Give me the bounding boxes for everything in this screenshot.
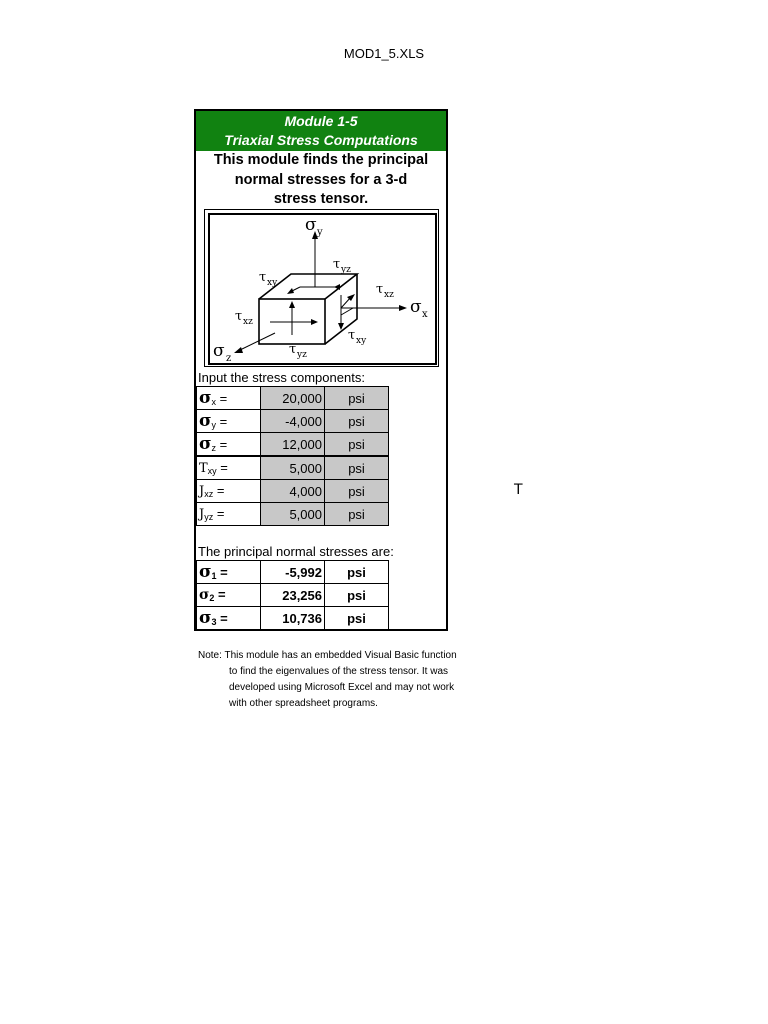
tau-yz-bottom-symbol: τ bbox=[289, 342, 297, 357]
tau-symbol: J bbox=[199, 484, 205, 499]
z-axis-arrow bbox=[238, 333, 275, 351]
input-row-sigma-x: $\sigma_x$ = 20,000 psi bbox=[197, 387, 389, 410]
unit-label: psi bbox=[325, 387, 389, 410]
sigma-symbol: σ bbox=[199, 587, 210, 603]
tau-xy-input[interactable]: 5,000 bbox=[261, 456, 325, 480]
unit-label: psi bbox=[325, 584, 389, 607]
note-line: Note: This module has an embedded Visual Basic function bbox=[198, 650, 457, 661]
sigma-3-value: 10,736 bbox=[261, 607, 325, 630]
tau-xy-right-symbol: τ bbox=[348, 328, 356, 343]
sigma-symbol: σ bbox=[199, 388, 212, 408]
svg-text:xz: xz bbox=[243, 317, 253, 327]
x-arrowhead bbox=[399, 305, 407, 311]
input-row-tau-xz: $J_{xz}$ = 4,000 psi bbox=[197, 480, 389, 503]
module-title: Triaxial Stress Computations bbox=[224, 132, 418, 148]
output-row-sigma-2: $\sigma_2$ = 23,256 psi bbox=[197, 584, 389, 607]
tau-yz-input[interactable]: 5,000 bbox=[261, 503, 325, 526]
tau-xy-top-symbol: τ bbox=[259, 270, 267, 285]
sigma-x-symbol: σ bbox=[410, 297, 422, 317]
tau-xz-input[interactable]: 4,000 bbox=[261, 480, 325, 503]
stray-tau-glyph: T bbox=[514, 482, 523, 498]
module-description bbox=[196, 151, 446, 210]
input-row-tau-xy: $T_{xy}$ = 5,000 psi bbox=[197, 456, 389, 480]
description-line: stress tensor. bbox=[273, 191, 369, 207]
stress-cube-figure bbox=[210, 215, 435, 363]
output-table bbox=[196, 560, 389, 630]
sigma-symbol: σ bbox=[199, 608, 212, 628]
input-prompt: Input the stress components: bbox=[198, 370, 365, 385]
module-number: Module 1-5 bbox=[284, 113, 358, 129]
note-line: developed using Microsoft Excel and may not work bbox=[229, 682, 455, 693]
unit-label: psi bbox=[325, 410, 389, 433]
unit-label: psi bbox=[325, 480, 389, 503]
output-prompt: The principal normal stresses are: bbox=[198, 544, 394, 559]
svg-text:yz: yz bbox=[297, 350, 307, 360]
svg-text:yz: yz bbox=[341, 265, 351, 275]
svg-text:z: z bbox=[226, 353, 232, 363]
description-line: This module finds the principal bbox=[213, 152, 429, 168]
sigma-y-symbol: σ bbox=[305, 215, 317, 235]
sigma-x-input[interactable]: 20,000 bbox=[261, 387, 325, 410]
z-arrowhead bbox=[234, 347, 243, 353]
stress-element-diagram bbox=[204, 209, 439, 367]
sigma-2-value: 23,256 bbox=[261, 584, 325, 607]
tau-xz-right-symbol: τ bbox=[376, 282, 384, 297]
unit-label: psi bbox=[325, 433, 389, 457]
svg-text:xz: xz bbox=[384, 290, 394, 300]
sigma-z-symbol: σ bbox=[213, 341, 225, 361]
unit-label: psi bbox=[325, 456, 389, 480]
note-line: to find the eigenvalues of the stress tensor. It was bbox=[229, 666, 449, 677]
input-row-sigma-z: $\sigma_z$ = 12,000 psi bbox=[197, 433, 389, 457]
file-title: MOD1_5.XLS bbox=[343, 46, 425, 61]
tau-symbol: T bbox=[199, 461, 208, 476]
sigma-1-value: -5,992 bbox=[261, 561, 325, 584]
module-sheet bbox=[194, 109, 448, 631]
sigma-z-input[interactable]: 12,000 bbox=[261, 433, 325, 457]
input-table bbox=[196, 386, 389, 526]
sigma-symbol: σ bbox=[199, 434, 212, 454]
sigma-symbol: σ bbox=[199, 411, 212, 431]
unit-label: psi bbox=[325, 503, 389, 526]
sigma-y-input[interactable]: -4,000 bbox=[261, 410, 325, 433]
description-line: normal stresses for a 3-d bbox=[234, 171, 408, 188]
tau-xz-left-symbol: τ bbox=[235, 309, 243, 324]
sigma-symbol: σ bbox=[199, 562, 212, 582]
module-banner bbox=[196, 111, 446, 151]
svg-text:xy: xy bbox=[356, 336, 367, 346]
module-note bbox=[198, 648, 488, 712]
svg-text:x: x bbox=[422, 309, 428, 320]
svg-text:xy: xy bbox=[267, 278, 278, 288]
output-row-sigma-1: $\sigma_1$ = -5,992 psi bbox=[197, 561, 389, 584]
input-row-tau-yz: $J_{yz}$ = 5,000 psi bbox=[197, 503, 389, 526]
tau-symbol: J bbox=[199, 507, 205, 522]
unit-label: psi bbox=[325, 607, 389, 630]
unit-label: psi bbox=[325, 561, 389, 584]
svg-text:y: y bbox=[317, 227, 323, 238]
input-row-sigma-y: $\sigma_y$ = -4,000 psi bbox=[197, 410, 389, 433]
output-row-sigma-3: $\sigma_3$ = 10,736 psi bbox=[197, 607, 389, 630]
note-line: with other spreadsheet programs. bbox=[229, 698, 378, 709]
tau-yz-top-symbol: τ bbox=[333, 257, 341, 272]
